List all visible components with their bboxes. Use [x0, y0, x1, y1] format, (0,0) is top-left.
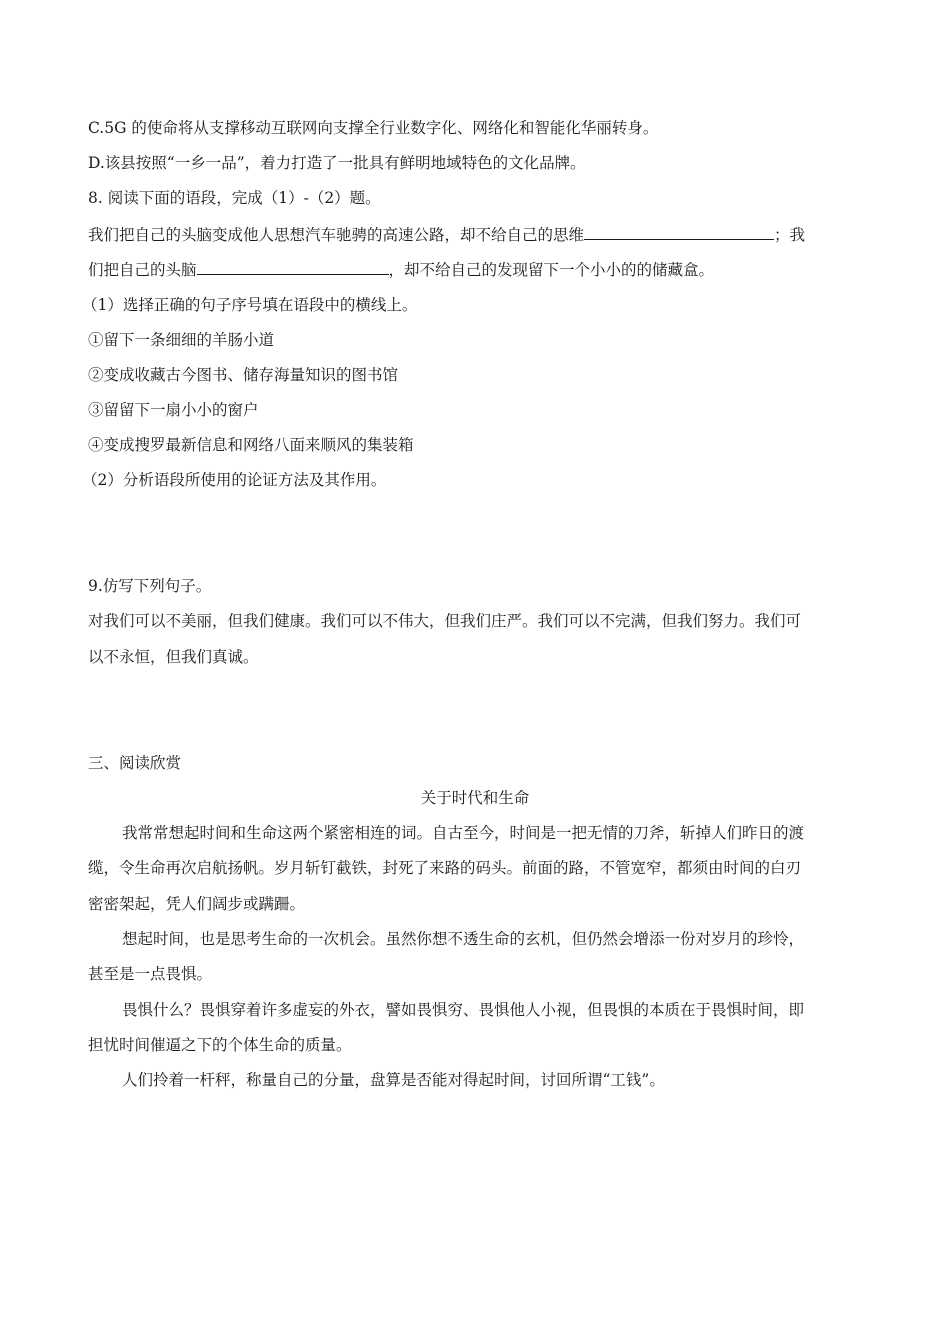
q9-stem: 9.仿写下列句子。 — [88, 577, 212, 595]
q8-passage-text-2a: 们把自己的头脑 — [88, 261, 197, 279]
article-title: 关于时代和生命 — [420, 789, 530, 807]
section-3-heading: 三、阅读欣赏 — [88, 754, 182, 772]
article-p3-line-1: 畏惧什么？畏惧穿着许多虚妄的外衣，譬如畏惧穷、畏惧他人小视，但畏惧的本质在于畏惧时间，即 — [122, 1001, 805, 1019]
q8-passage-line-2 — [88, 259, 714, 280]
q9-line-2: 以不永恒，但我们真诚。 — [88, 648, 259, 666]
article-p1-line-2: 缆，令生命再次启航扬帆。岁月斩钉截铁，封死了来路的码头。前面的路，不管宽窄，都须由时间的白刃 — [88, 859, 802, 877]
article-p2-line-2: 甚至是一点畏惧。 — [88, 965, 213, 983]
q8-passage-text-1a: 我们把自己的头脑变成他人思想汽车驰骋的高速公路，却不给自己的思维 — [88, 226, 585, 244]
q9-line-1: 对我们可以不美丽，但我们健康。我们可以不伟大，但我们庄严。我们可以不完满，但我们努力。我们可 — [88, 612, 802, 630]
q8-passage-text-1b: ；我 — [774, 226, 806, 244]
q7-option-c: C.5G 的使命将从支撑移动互联网向支撑全行业数字化、网络化和智能化华丽转身。 — [88, 119, 659, 137]
q8-choice-2: ②变成收藏古今图书、储存海量知识的图书馆 — [88, 366, 399, 384]
q8-choice-4: ④变成搜罗最新信息和网络八面来顺风的集装箱 — [88, 436, 414, 454]
article-p2-line-1: 想起时间，也是思考生命的一次机会。虽然你想不透生命的玄机，但仍然会增添一份对岁月的珍怜， — [122, 930, 805, 948]
article-p4-line-1: 人们拎着一杆秤，称量自己的分量，盘算是否能对得起时间，讨回所谓“工钱”。 — [122, 1071, 665, 1089]
article-p1-line-3: 密密架起，凭人们阔步或蹒跚。 — [88, 895, 306, 913]
q8-passage-text-2b: ，却不给自己的发现留下一个小小的的储藏盒。 — [388, 261, 715, 279]
q8-stem: 8. 阅读下面的语段，完成（1）-（2）题。 — [88, 189, 381, 207]
q8-choice-1: ①留下一条细细的羊肠小道 — [88, 331, 275, 349]
article-p1-line-1: 我常常想起时间和生命这两个紧密相连的词。自古至今，时间是一把无情的刀斧，斩掉人们昨日的渡 — [122, 824, 805, 842]
q7-option-d: D.该县按照“一乡一品”，着力打造了一批具有鲜明地域特色的文化品牌。 — [88, 154, 586, 172]
article-p3-line-2: 担忧时间催逼之下的个体生命的质量。 — [88, 1036, 352, 1054]
q8-passage-line-1 — [88, 224, 805, 245]
q8-blank-2[interactable] — [197, 259, 389, 275]
q8-sub-question-1: （1）选择正确的句子序号填在语段中的横线上。 — [82, 296, 418, 314]
q8-blank-1[interactable] — [584, 224, 774, 240]
q8-choice-3: ③留留下一扇小小的窗户 — [88, 401, 259, 419]
q8-sub-question-2: （2）分析语段所使用的论证方法及其作用。 — [82, 471, 387, 489]
